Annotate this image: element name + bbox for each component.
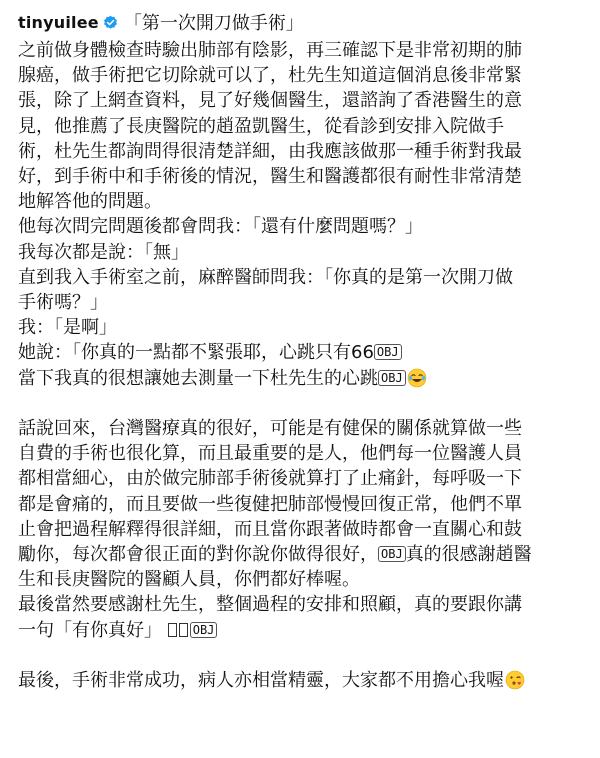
caption-line (18, 668, 586, 693)
caption-line: 術，杜先生都詢問得很清楚詳細，由我應該做那一種手術對我最 (18, 140, 522, 162)
object-replacement-glyph-icon: OBJ (378, 370, 406, 386)
caption-text: 最後，手術非常成功，病人亦相當精靈，大家都不用擔心我喔 (18, 670, 504, 692)
caption-line: 我：「是啊」 (18, 317, 117, 339)
caption-line: 他每次問完問題後都會問我：「還有什麼問題嗎？」 (18, 216, 423, 238)
caption-line: 都相當細心，由於做完肺部手術後就算打了止痛針，每呼吸一下 (18, 468, 522, 490)
username-link[interactable]: tinyuilee (18, 12, 99, 32)
caption-line: 止會把過程解釋得很詳細，而且當你跟著做時都會一直關心和鼓 (18, 518, 522, 540)
caption-line: 好，到手術中和手術後的情況，醫生和醫護都很有耐性非常清楚 (18, 166, 522, 188)
paragraph-gap (18, 643, 586, 668)
face-blowing-kiss-emoji-icon (505, 670, 525, 690)
caption-line (18, 618, 586, 643)
caption-text: 一句「有你真好」 (18, 619, 162, 641)
caption-text: 真的很感謝趙醫 (405, 544, 532, 566)
missing-glyph-box-icon (179, 623, 188, 637)
caption-line (18, 340, 586, 365)
caption-text: 勵你，每次都會很正面的對你說你做得很好， (18, 544, 378, 566)
caption-line: 手術嗎？」 (18, 292, 108, 314)
caption-text: 她說：「你真的一點都不緊張耶，心跳只有66 (18, 342, 374, 364)
post-title: 「第一次開刀做手術」 (123, 13, 304, 34)
caption-line: 地解答他的問題。 (18, 191, 162, 213)
caption-line: 之前做身體檢查時驗出肺部有陰影，再三確認下是非常初期的肺 (18, 40, 522, 61)
object-replacement-glyph-icon: OBJ (190, 622, 218, 638)
caption-line: 生和長庚醫院的醫顧人員，你們都好棒喔。 (18, 569, 360, 591)
caption-line: 見，他推薦了長庚醫院的趙盈凱醫生，從看診到安排入院做手 (18, 115, 504, 137)
caption-line (18, 366, 586, 391)
post-caption (18, 38, 586, 693)
caption-line: 直到我入手術室之前，麻醉醫師問我：「你真的是第一次開刀做 (18, 266, 513, 288)
paragraph-gap (18, 391, 586, 416)
caption-line: 我每次都是說：「無」 (18, 241, 189, 263)
caption-line: 都是會痛的，而且要做一些復健把肺部慢慢回復正常，他們不單 (18, 493, 522, 515)
post-header (18, 8, 586, 36)
object-replacement-glyph-icon: OBJ (378, 546, 406, 562)
caption-text: 當下我真的很想讓她去測量一下杜先生的心跳 (18, 367, 378, 389)
laughing-tears-emoji-icon (407, 368, 427, 388)
caption-line: 張，除了上網查資料，見了好幾個醫生，還諮詢了香港醫生的意 (18, 90, 522, 112)
caption-line: 自費的手術也很化算，而且最重要的是人，他們每一位醫護人員 (18, 443, 522, 465)
caption-line (18, 542, 586, 567)
caption-line: 腺癌，做手術把它切除就可以了，杜先生知道這個消息後非常緊 (18, 65, 522, 87)
verified-badge-icon (103, 15, 118, 30)
caption-line: 話說回來，台灣醫療真的很好，可能是有健保的關係就算做一些 (18, 418, 522, 440)
caption-line: 最後當然要感謝杜先生，整個過程的安排和照顧，真的要跟你講 (18, 594, 522, 616)
object-replacement-glyph-icon: OBJ (374, 344, 402, 360)
missing-glyph-box-icon (168, 623, 177, 637)
